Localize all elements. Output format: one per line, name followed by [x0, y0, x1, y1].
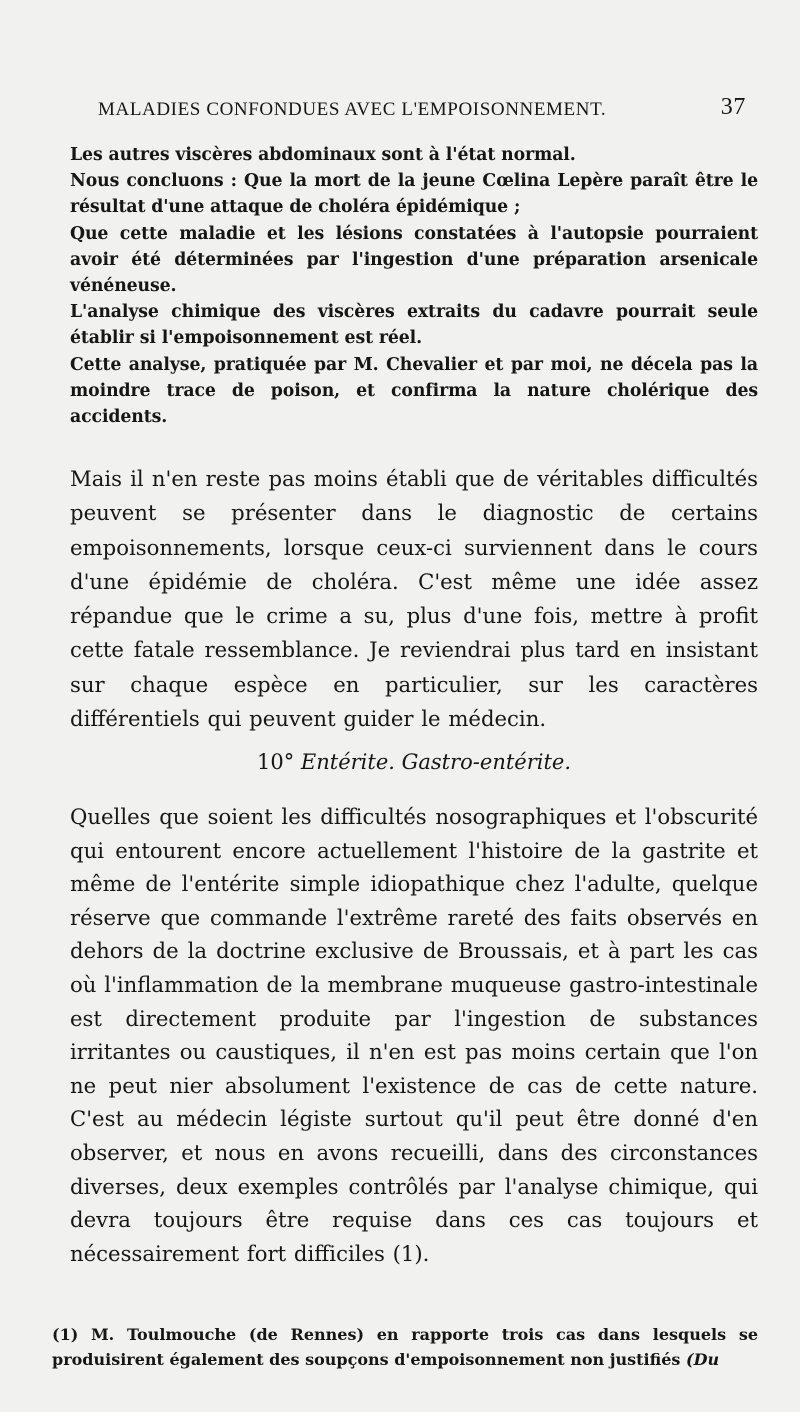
- footnote-text: (1) M. Toulmouche (de Rennes) en rapporte trois cas dans lesquels se produisirent également des soupçons d'empoisonnement non justifiés: [52, 1325, 758, 1369]
- paragraph: Que cette maladie et les lésions constatées à l'autopsie pourraient avoir été déterminées par l'ingestion d'une préparation arsenicale vénéneuse.: [70, 223, 758, 297]
- footnote: [52, 1322, 758, 1372]
- enteritis-paragraph: [70, 800, 758, 1270]
- case-conclusions: [70, 142, 758, 430]
- running-title: MALADIES CONFONDUES AVEC L'EMPOISONNEMENT.: [98, 99, 607, 120]
- paragraph: Quelles que soient les difficultés nosographiques et l'obscurité qui entourent encore actuellement l'histoire de la gastrite et même de l'entérite simple idiopathique chez l'adulte, quelque réserve que commande l'extrême rareté des faits observés en dehors de la doctrine exclusive de Broussais, et à part les cas où l'inflammation de la membrane muqueuse gastro-intestinale est directement produite par l'ingestion de substances irritantes ou caustiques, il n'en est pas moins certain que l'on ne peut nier absolument l'existence de cas de cette nature. C'est au médecin légiste surtout qu'il peut être donné d'en observer, et nous en avons recueilli, dans des circonstances diverses, deux exemples contrôlés par l'analyse chimique, qui devra toujours être requise dans ces cas toujours et nécessairement fort difficiles (1).: [70, 804, 758, 1266]
- page-number: 37: [720, 94, 746, 120]
- paragraph: Nous concluons : Que la mort de la jeune Cœlina Lepère paraît être le résultat d'une attaque de choléra épidémique ;: [70, 171, 758, 218]
- footnote-italic: (Du: [686, 1350, 720, 1369]
- running-head: [70, 94, 750, 127]
- section-number: 10°: [256, 750, 295, 774]
- paragraph: Les autres viscères abdominaux sont à l'état normal.: [70, 145, 576, 165]
- section-heading: [70, 750, 758, 774]
- section-title: Entérite. Gastro-entérite.: [300, 750, 572, 774]
- paragraph: Cette analyse, pratiquée par M. Chevalier et par moi, ne décela pas la moindre trace de poison, et confirma la nature cholérique des accidents.: [70, 354, 758, 428]
- discussion-paragraph: [70, 462, 758, 736]
- paragraph: Mais il n'en reste pas moins établi que de véritables difficultés peuvent se présenter dans le diagnostic de certains empoisonnements, lorsque ceux-ci surviennent dans le cours d'une épidémie de choléra. C'est même une idée assez répandue que le crime a su, plus d'une fois, mettre à profit cette fatale ressemblance. Je reviendrai plus tard en insistant sur chaque espèce en particulier, sur les caractères différentiels qui peuvent guider le médecin.: [70, 466, 758, 732]
- paragraph: L'analyse chimique des viscères extraits du cadavre pourrait seule établir si l'empoisonnement est réel.: [70, 302, 758, 349]
